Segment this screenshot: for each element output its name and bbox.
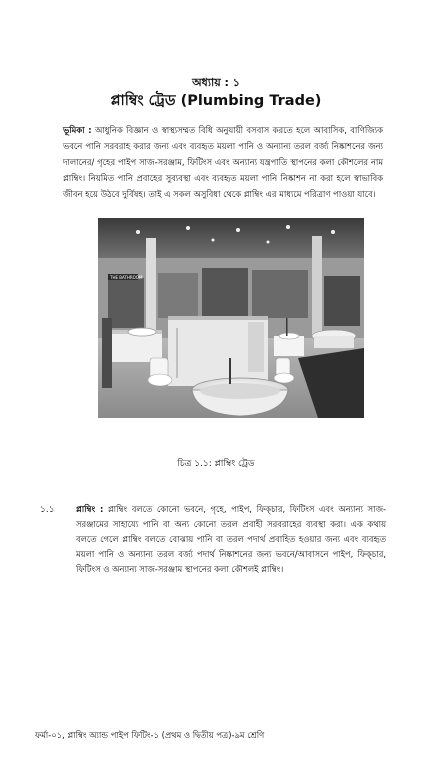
section-number: ১.১ [40, 505, 55, 515]
page-footer: ফর্মা-০১, প্লাম্বিং অ্যান্ড পাইপ ফিটিং-১ (প্রথম ও দ্বিতীয় পত্র)-৯ম শ্রেণি [35, 730, 265, 740]
intro-text: আধুনিক বিজ্ঞান ও স্বাস্থ্যসম্মত বিধি অনুযায়ী বসবাস করতে হলে আবাসিক, বাণিজ্যিক ভবনে পানি সরবরাহ করার জন্য এবং ব্যবহৃত ময়লা পানি ও অন্যান্য তরল বর্জ্য নিষ্কাশনের জন্য দালানের/ গৃহের পাইপ সাজ-সরঞ্জাম, ফিটিংস এবং অন্যান্য যন্ত্রপাতি স্থাপনের কলা কৌশলের নাম প্লাম্বিং। নিয়মিত পানি প্রবাহের সুব্যবস্থা এবং ব্যবহৃত ময়লা পানি নিষ্কাশন না করা হলে স্বাভাবিক জীবন হয়ে উঠবে দুর্বিষহ। তাই এ সকল অসুবিধা থেকে প্লাম্বিং এর মাধ্যমে পরিত্রাণ পাওয়া যাবে। [63, 125, 383, 199]
chapter-title: প্লাম্বিং ট্রেড (Plumbing Trade) [110, 93, 322, 109]
intro-paragraph [63, 122, 383, 202]
bathroom-showroom-photo [98, 218, 364, 418]
showroom-sign-text: THE BATHROOM [110, 275, 143, 280]
intro-heading: ভূমিকা : [63, 125, 92, 135]
section-text: প্লাম্বিং বলতে কোনো ভবনে, গৃহে, পাইপ, ফিক্চার, ফিটিংস এবং অন্যান্য সাজ-সরঞ্জামের সাহায্যে পানি বা অন্য কোনো তরল প্রবাহী সরবরাহের ব্যবস্থা করা। এক কথায় বলতে গেলে প্লাম্বিং বলতে বোঝায় পানি বা তরল পদার্থ প্রবাহিত হওয়ার জন্য এবং ব্যবহৃত ময়লা পানি ও অন্যান্য তরল বর্জ্য পদার্থ নিষ্কাশনের জন্য ভবনে/আবাসনে পাইপ, ফিক্চার, ফিটিংস ও অন্যান্য সাজ-সরঞ্জাম স্থাপনের কলা কৌশলই প্লাম্বিং। [76, 504, 386, 574]
chapter-label: অধ্যায় : ১ [192, 76, 240, 89]
section-heading: প্লাম্বিং : [76, 504, 104, 514]
figure-caption: চিত্র ১.১: প্লাম্বিং ট্রেড [177, 459, 255, 469]
section-paragraph [76, 502, 386, 577]
